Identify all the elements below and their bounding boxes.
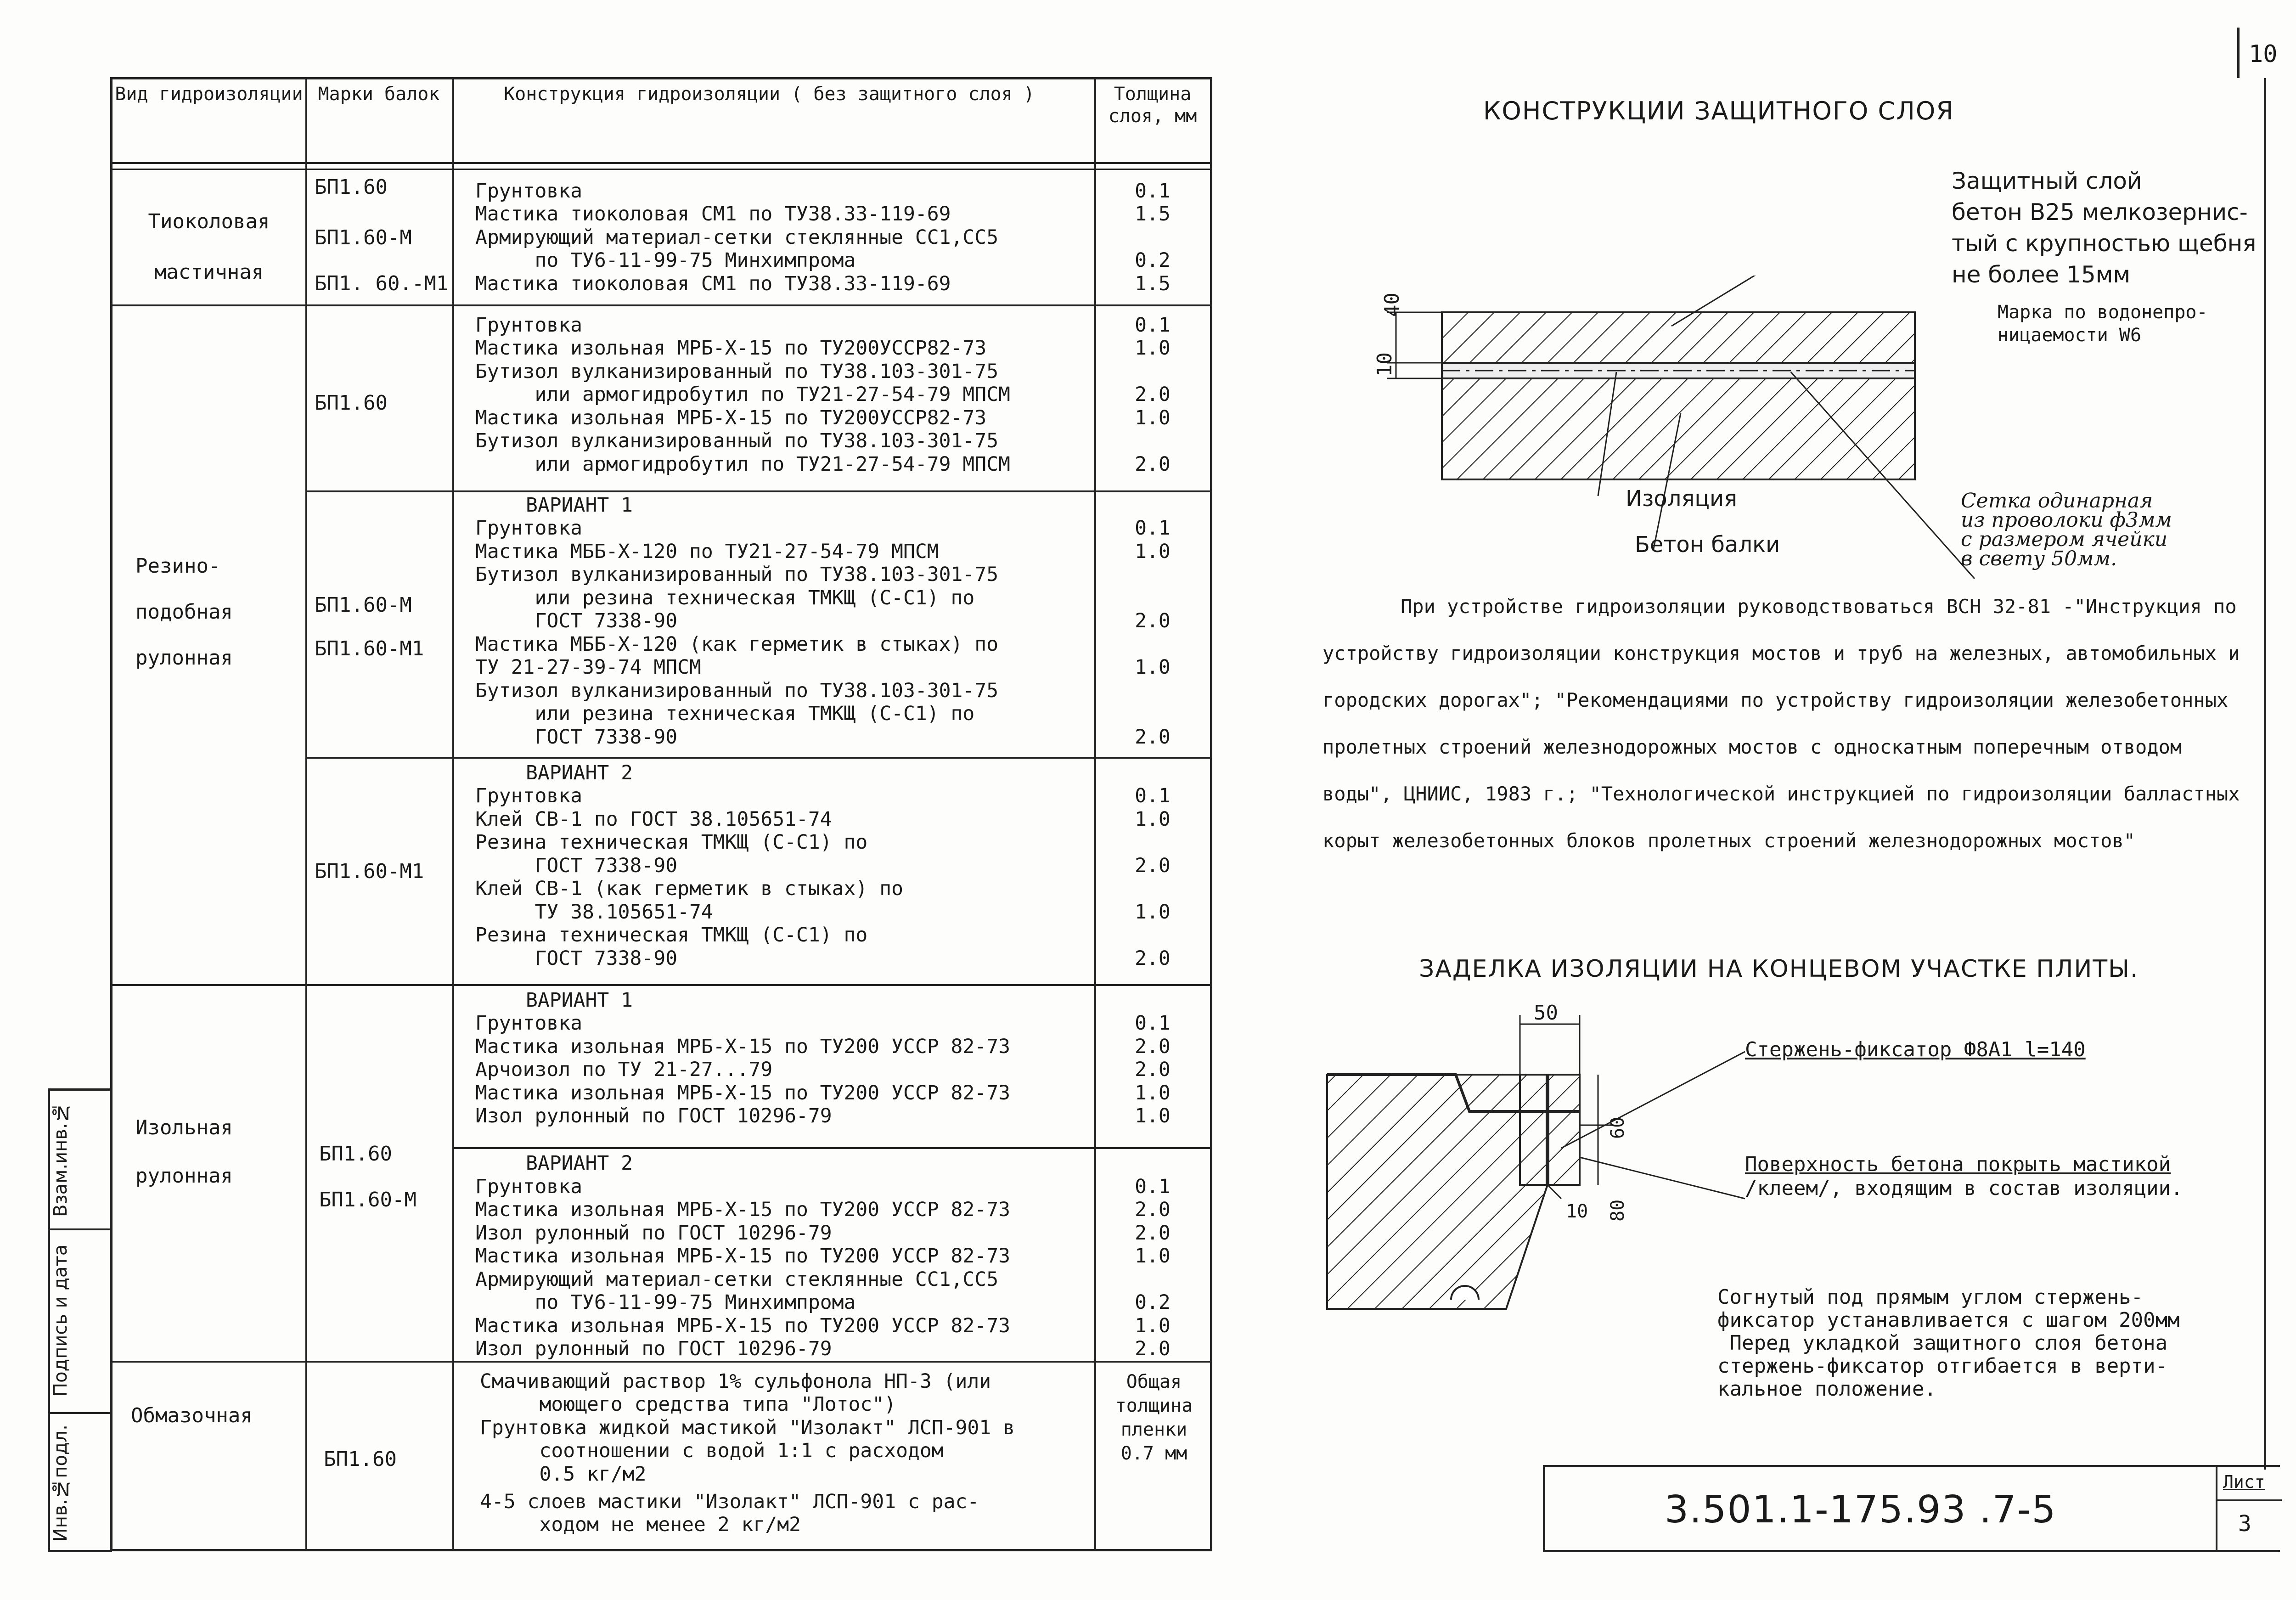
row0-mark-0: БП1.60 — [315, 175, 388, 199]
row4-mark-0: БП1.60 — [319, 1142, 392, 1166]
dim-40: 40 — [1380, 293, 1404, 317]
row4-th-4: 1.0 — [1135, 1104, 1171, 1127]
row3-line-7: ГОСТ 7338-90 — [475, 947, 678, 970]
row5-th-7: 2.0 — [1135, 1337, 1171, 1360]
row3-th-1: 1.0 — [1135, 808, 1171, 831]
dim-10: 10 — [1373, 352, 1396, 377]
header-divider-2 — [113, 169, 1210, 170]
row0-line-2: Армирующий материал-сетки стеклянные СС1,СС5 — [475, 226, 999, 249]
row4-th-3: 1.0 — [1135, 1082, 1171, 1104]
row3-line-6: Резина техническая ТМКЩ (С-С1) по — [475, 924, 868, 946]
row3-th-3: 2.0 — [1135, 854, 1171, 877]
col-divider — [1094, 79, 1096, 1549]
row4-line-1: Мастика изольная МРБ-Х-15 по ТУ200 УССР 82-73 — [475, 1035, 1010, 1058]
row2-mark-0: БП1.60-М — [315, 593, 412, 617]
mn-2: с размером ячейки — [1961, 528, 2168, 551]
header-type: Вид гидроизоляции — [115, 84, 303, 105]
row4-mark-1: БП1.60-М — [319, 1188, 416, 1211]
header-thickness: Толщина слоя, мм — [1108, 84, 1197, 127]
row2-line-2: Бутизол вулканизированный по ТУ38.103-301-75 — [475, 563, 999, 586]
pn-1: бетон В25 мелкозернис- — [1952, 199, 2248, 225]
row1-th-6: 2.0 — [1135, 453, 1171, 476]
bn-3: стержень-фиксатор отгибается в верти- — [1717, 1354, 2168, 1378]
stamp-divider — [50, 1228, 110, 1230]
mn-3: в свету 50мм. — [1961, 547, 2117, 570]
row2-type: Резино- подобная рулонная — [135, 554, 233, 670]
row2-line-4: ГОСТ 7338-90 — [475, 609, 678, 632]
row2-th-4: 2.0 — [1135, 609, 1171, 632]
bn-2: Перед укладкой защитного слоя бетона — [1717, 1331, 2168, 1355]
row-divider — [113, 1361, 1210, 1363]
dim-50: 50 — [1534, 1001, 1558, 1025]
row3-mark-0: БП1.60-М1 — [315, 860, 424, 883]
surface-note — [1745, 1153, 2183, 1200]
row5-th-3: 1.0 — [1135, 1245, 1171, 1268]
row2-line-8: или резина техническая ТМКЩ (С-С1) по — [475, 702, 975, 725]
row3-line-4: Клей СВ-1 (как герметик в стыках) по — [475, 877, 903, 900]
sn-0: Поверхность бетона покрыть мастикой — [1745, 1153, 2171, 1176]
row1-mark-0: БП1.60 — [315, 391, 388, 415]
row2-th-1: 1.0 — [1135, 540, 1171, 563]
row0-th-3: 0.2 — [1135, 249, 1171, 272]
row0-th-0: 0.1 — [1135, 180, 1171, 203]
dim-10b: 10 — [1566, 1201, 1588, 1222]
row0-mark-2: БП1. 60.-М1 — [315, 272, 449, 295]
row4-th-1: 2.0 — [1135, 1035, 1171, 1058]
col-divider — [452, 79, 454, 1549]
bn-1: фиксатор устанавливается с шагом 200мм — [1717, 1308, 2180, 1332]
row6-mark-0: БП1.60 — [324, 1448, 397, 1471]
mesh-note — [1961, 491, 2172, 569]
row6-line-3: соотношении с водой 1:1 с расходом — [480, 1439, 944, 1462]
mn-1: из проволоки ф3мм — [1961, 508, 2172, 532]
protective-note — [1952, 165, 2256, 290]
row0-line-3: по ТУ6-11-99-75 Минхимпрома — [475, 249, 856, 272]
row1-th-0: 0.1 — [1135, 314, 1171, 337]
row5-line-2: Изол рулонный по ГОСТ 10296-79 — [475, 1222, 832, 1245]
stamp-label-replace: Взам.инв.№ — [50, 1102, 71, 1217]
row3-line-3: ГОСТ 7338-90 — [475, 854, 678, 877]
row4-th-2: 2.0 — [1135, 1058, 1171, 1081]
wn-1: ницаемости W6 — [1998, 325, 2142, 346]
row2-line-1: Мастика МББ-Х-120 по ТУ21-27-54-79 МПСМ — [475, 540, 939, 563]
row3-line-2: Резина техническая ТМКЩ (С-С1) по — [475, 831, 868, 854]
row6-line-6: ходом не менее 2 кг/м2 — [480, 1513, 801, 1536]
row2-th-9: 2.0 — [1135, 726, 1171, 749]
row5-th-1: 2.0 — [1135, 1198, 1171, 1221]
row6-line-4: 0.5 кг/м2 — [480, 1463, 647, 1486]
sheet-number-top — [2237, 28, 2295, 78]
sheet-num: 3 — [2238, 1511, 2251, 1537]
row5-line-0: Грунтовка — [475, 1175, 582, 1198]
row1-line-0: Грунтовка — [475, 314, 582, 337]
bent-note — [1717, 1286, 2180, 1401]
row5-th-6: 1.0 — [1135, 1314, 1171, 1337]
row3-th-0: 0.1 — [1135, 784, 1171, 807]
row3-line-5: ТУ 38.105651-74 — [475, 901, 713, 924]
row3-line-0: Грунтовка — [475, 784, 582, 807]
title-end-sealing: ЗАДЕЛКА ИЗОЛЯЦИИ НА КОНЦЕВОМ УЧАСТКЕ ПЛИТЫ. — [1419, 955, 2139, 983]
header-construction: Конструкция гидроизоляции ( без защитного слоя ) — [504, 84, 1035, 105]
row6-type: Обмазочная — [131, 1404, 253, 1427]
instructions-paragraph: При устройстве гидроизоляции руководствоваться ВСН 32-81 -"Инструкция по устройству гидроизоляции конструкция мостов и труб на железных, автомобильных и городских дорогах"; "Рекомендациями по устройству гидроизоляции железобетонных пролетных строений железнодорожных мостов с односкатным поперечным отводом воды", ЦНИИС, 1983 г.; "Технологической инструкцией по гидроизоляции балластных корыт железобетонных блоков пролетных строений железнодорожных мостов" — [1322, 595, 2240, 852]
sn-1: /клеем/, входящим в состав изоляции. — [1745, 1177, 2183, 1200]
row0-th-1: 1.5 — [1135, 203, 1171, 225]
row5-th-2: 2.0 — [1135, 1222, 1171, 1245]
row1-th-3: 2.0 — [1135, 383, 1171, 406]
row3-th-5: 1.0 — [1135, 901, 1171, 924]
bn-4: кальное положение. — [1717, 1377, 1936, 1401]
dim-60: 60 — [1607, 1116, 1628, 1139]
row2-variant: ВАРИАНТ 1 — [526, 494, 633, 517]
row4-variant: ВАРИАНТ 1 — [526, 989, 633, 1012]
row-divider — [113, 984, 1210, 986]
row2-line-6: ТУ 21-27-39-74 МПСМ — [475, 656, 701, 679]
row1-line-1: Мастика изольная МРБ-Х-15 по ТУ200УССР82-73 — [475, 337, 987, 360]
row5-line-7: Изол рулонный по ГОСТ 10296-79 — [475, 1337, 832, 1360]
row4-line-4: Изол рулонный по ГОСТ 10296-79 — [475, 1104, 832, 1127]
row3-th-7: 2.0 — [1135, 947, 1171, 970]
row1-line-3: или армогидробутил по ТУ21-27-54-79 МПСМ — [475, 383, 1010, 406]
hydro-table — [110, 77, 1212, 1551]
label-isolation: Изоляция — [1626, 486, 1738, 512]
wn-0: Марка по водонепро- — [1998, 302, 2208, 323]
row2-line-5: Мастика МББ-Х-120 (как герметик в стыках) по — [475, 633, 999, 656]
row-divider — [305, 757, 1210, 759]
header-marks: Марки балок — [318, 84, 440, 105]
col-divider — [305, 79, 307, 1549]
row-divider — [113, 304, 1210, 306]
row2-line-7: Бутизол вулканизированный по ТУ38.103-301-75 — [475, 679, 999, 702]
pn-0: Защитный слой — [1952, 168, 2142, 194]
sheet-number-top-text: 10 — [2249, 40, 2278, 68]
row1-line-4: Мастика изольная МРБ-Х-15 по ТУ200УССР82-73 — [475, 406, 987, 429]
stamp-label-inv: Инв.№подл. — [50, 1425, 71, 1542]
row2-mark-1: БП1.60-М1 — [315, 637, 424, 660]
row-divider — [452, 1147, 1210, 1149]
row0-type: Тиоколовая мастичная — [148, 210, 270, 284]
row0-line-0: Грунтовка — [475, 180, 582, 203]
row5-line-3: Мастика изольная МРБ-Х-15 по ТУ200 УССР 82-73 — [475, 1245, 1010, 1268]
row0-line-1: Мастика тиоколовая СМ1 по ТУ38.33-119-69 — [475, 203, 951, 225]
stamp-divider — [50, 1412, 110, 1414]
row1-line-6: или армогидробутил по ТУ21-27-54-79 МПСМ — [475, 453, 1010, 476]
mn-0: Сетка одинарная — [1961, 489, 2153, 513]
drawing-code: 3.501.1-175.93 .7-5 — [1665, 1488, 2057, 1532]
row5-line-5: по ТУ6-11-99-75 Минхимпрома — [475, 1291, 856, 1314]
row4-type: Изольная рулонная — [135, 1116, 233, 1188]
rod-note: Стержень-фиксатор Ф8А1 l=140 — [1745, 1038, 2086, 1061]
row6-line-0: Смачивающий раствор 1% сульфонола НП-3 (или — [480, 1370, 991, 1393]
row0-mark-1: БП1.60-М — [315, 226, 412, 249]
row4-line-3: Мастика изольная МРБ-Х-15 по ТУ200 УССР 82-73 — [475, 1082, 1010, 1104]
row1-line-5: Бутизол вулканизированный по ТУ38.103-301-75 — [475, 429, 999, 452]
row2-th-0: 0.1 — [1135, 517, 1171, 540]
header-divider — [113, 162, 1210, 164]
side-stamp — [48, 1088, 112, 1552]
title-protective-layer: КОНСТРУКЦИИ ЗАЩИТНОГО СЛОЯ — [1483, 96, 1954, 125]
row0-line-4: Мастика тиоколовая СМ1 по ТУ38.33-119-69 — [475, 272, 951, 295]
title-block — [1543, 1465, 2280, 1552]
row5-line-1: Мастика изольная МРБ-Х-15 по ТУ200 УССР 82-73 — [475, 1198, 1010, 1221]
sheet-label: Лист — [2223, 1472, 2265, 1492]
row5-th-0: 0.1 — [1135, 1175, 1171, 1198]
row1-th-1: 1.0 — [1135, 337, 1171, 360]
row2-th-6: 1.0 — [1135, 656, 1171, 679]
row4-line-2: Арчоизол по ТУ 21-27...79 — [475, 1058, 773, 1081]
pn-2: тый с крупностью щебня — [1952, 230, 2257, 257]
sheet-cell — [2216, 1467, 2282, 1550]
row2-line-9: ГОСТ 7338-90 — [475, 726, 678, 749]
row3-variant: ВАРИАНТ 2 — [526, 761, 633, 784]
water-note — [1998, 301, 2208, 347]
row5-variant: ВАРИАНТ 2 — [526, 1152, 633, 1175]
pn-3: не более 15мм — [1952, 261, 2131, 288]
row6-line-1: моющего средства типа "Лотос") — [480, 1393, 896, 1416]
row0-th-4: 1.5 — [1135, 272, 1171, 295]
row1-line-2: Бутизол вулканизированный по ТУ38.103-301-75 — [475, 360, 999, 383]
row6-thickness-note: Общая толщина пленки 0.7 мм — [1115, 1371, 1193, 1464]
row4-th-0: 0.1 — [1135, 1012, 1171, 1035]
row6-line-2: Грунтовка жидкой мастикой "Изолакт" ЛСП-901 в — [480, 1416, 1015, 1439]
row2-line-0: Грунтовка — [475, 517, 582, 540]
row5-line-6: Мастика изольная МРБ-Х-15 по ТУ200 УССР 82-73 — [475, 1314, 1010, 1337]
dim-80: 80 — [1607, 1199, 1628, 1222]
bn-0: Согнутый под прямым углом стержень- — [1717, 1285, 2144, 1309]
sheet-right-border — [2264, 78, 2266, 1470]
row-divider — [305, 490, 1210, 492]
row5-line-4: Армирующий материал-сетки стеклянные СС1,СС5 — [475, 1268, 999, 1291]
row4-line-0: Грунтовка — [475, 1012, 582, 1035]
label-beam: Бетон балки — [1635, 532, 1780, 558]
row6-line-5: 4-5 слоев мастики "Изолакт" ЛСП-901 с рас- — [480, 1490, 979, 1513]
stamp-label-sign: Подпись и дата — [50, 1244, 71, 1397]
sheet-cell-divider — [2217, 1499, 2282, 1501]
row1-th-4: 1.0 — [1135, 406, 1171, 429]
row5-th-5: 0.2 — [1135, 1291, 1171, 1314]
row2-line-3: или резина техническая ТМКЩ (С-С1) по — [475, 586, 975, 609]
row3-line-1: Клей СВ-1 по ГОСТ 38.105651-74 — [475, 808, 832, 831]
